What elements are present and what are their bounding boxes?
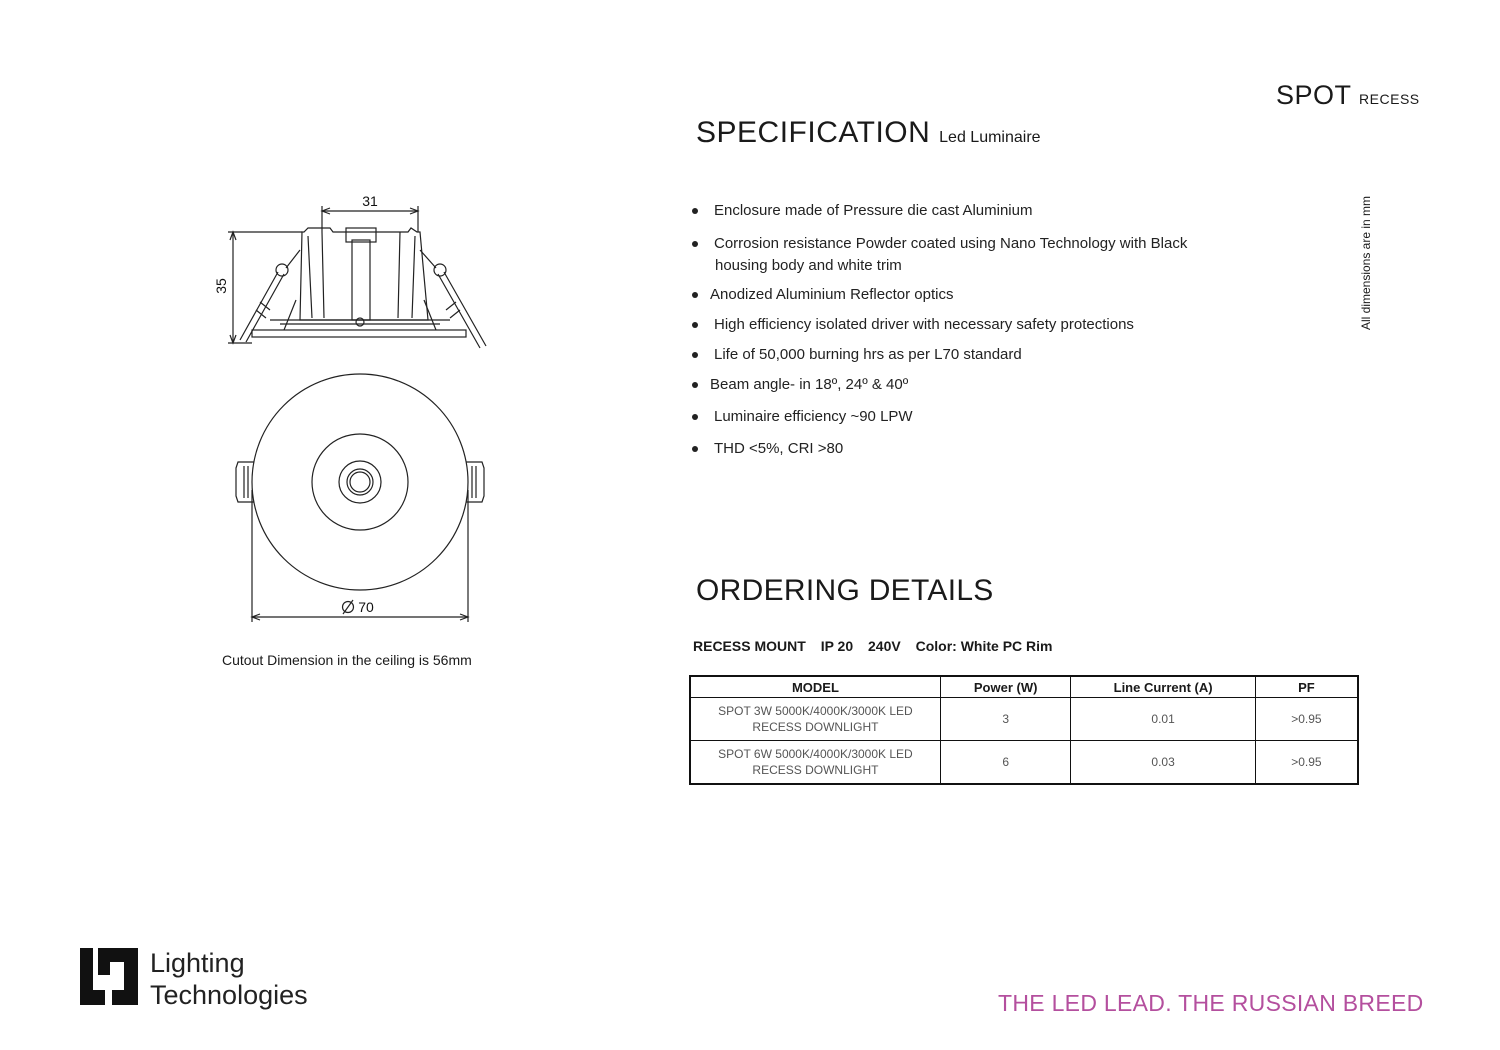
spec-item: Beam angle- in 18º, 24º & 40º xyxy=(692,374,1252,396)
spec-item: THD <5%, CRI >80 xyxy=(692,438,1252,460)
brand-tagline: THE LED LEAD. THE RUSSIAN BREED xyxy=(998,990,1424,1016)
spec-item: High efficiency isolated driver with necessary safety protections xyxy=(692,314,1252,336)
technical-drawing xyxy=(200,185,500,645)
specification-subtitle: Led Luminaire xyxy=(939,129,1041,146)
dimensions-note xyxy=(1352,180,1380,345)
power-cell: 3 xyxy=(940,698,1071,741)
column-header-model: MODEL xyxy=(690,676,940,698)
ordering-title: ORDERING DETAILS xyxy=(696,574,994,607)
specification-title: SPECIFICATION xyxy=(696,116,931,149)
product-name: SPOT xyxy=(1276,80,1352,110)
side-view xyxy=(228,206,486,348)
specification-heading xyxy=(696,116,1041,150)
table-row xyxy=(690,698,1358,741)
column-header-power: Power (W) xyxy=(940,676,1071,698)
pf-cell: >0.95 xyxy=(1255,698,1358,741)
power-cell: 6 xyxy=(940,741,1071,785)
current-cell: 0.03 xyxy=(1071,741,1255,785)
color-spec: Color: White PC Rim xyxy=(915,638,1053,654)
bullet-icon xyxy=(692,241,698,247)
ip-rating: IP 20 xyxy=(820,638,854,654)
spec-item: Corrosion resistance Powder coated using Nano Technology with Black xyxy=(692,233,1252,255)
table-header-row xyxy=(690,676,1358,698)
bullet-icon xyxy=(692,292,698,298)
bullet-icon xyxy=(692,322,698,328)
model-cell: SPOT 6W 5000K/4000K/3000K LED RECESS DOWNLIGHT xyxy=(690,741,940,785)
bullet-icon xyxy=(692,446,698,452)
spec-item: Luminaire efficiency ~90 LPW xyxy=(692,406,1252,428)
pf-cell: >0.95 xyxy=(1255,741,1358,785)
bullet-icon xyxy=(692,382,698,388)
product-type: RECESS xyxy=(1359,91,1420,107)
dimensions-note-text: All dimensions are in mm xyxy=(1359,195,1373,330)
spec-item: Life of 50,000 burning hrs as per L70 standard xyxy=(692,344,1252,366)
diameter-dimension-label: 70 xyxy=(358,599,374,615)
bullet-icon xyxy=(692,414,698,420)
current-cell: 0.01 xyxy=(1071,698,1255,741)
front-view xyxy=(236,374,484,622)
bullet-icon xyxy=(692,352,698,358)
ordering-table xyxy=(689,675,1359,785)
table-row xyxy=(690,741,1358,785)
spec-item: Anodized Aluminium Reflector optics xyxy=(692,284,1252,306)
brand-logo-icon xyxy=(80,945,150,1015)
cutout-note: Cutout Dimension in the ceiling is 56mm xyxy=(222,652,472,668)
column-header-pf: PF xyxy=(1255,676,1358,698)
mount-type: RECESS MOUNT xyxy=(693,638,806,654)
spec-item: Enclosure made of Pressure die cast Aluminium xyxy=(692,200,1252,222)
height-dimension-label: 35 xyxy=(213,278,229,294)
column-header-current: Line Current (A) xyxy=(1071,676,1255,698)
bullet-icon xyxy=(692,208,698,214)
ordering-meta xyxy=(693,638,1064,654)
width-dimension-label: 31 xyxy=(362,193,378,209)
spec-item-continuation: housing body and white trim xyxy=(715,257,902,274)
product-title xyxy=(1276,80,1420,111)
voltage: 240V xyxy=(868,638,901,654)
brand-name: Lighting Technologies xyxy=(150,948,308,1010)
model-cell: SPOT 3W 5000K/4000K/3000K LED RECESS DOWNLIGHT xyxy=(690,698,940,741)
